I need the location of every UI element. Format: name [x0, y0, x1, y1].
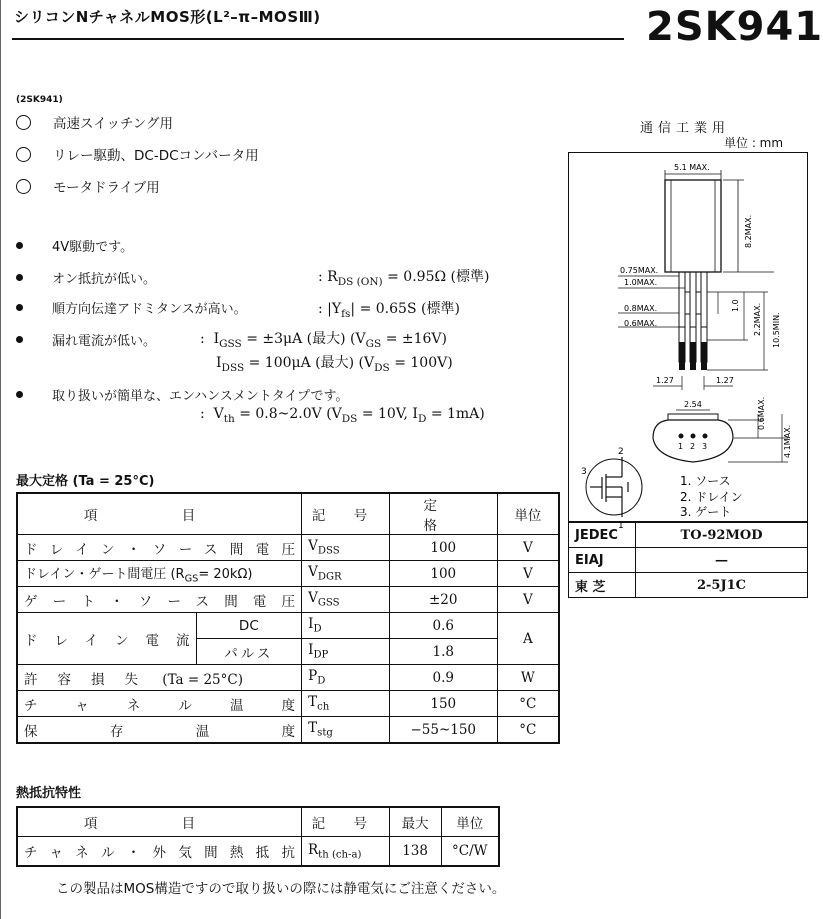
table-header-row: 項 目 記 号 定 格 単位 — [17, 493, 559, 535]
device-type-title: シリコンNチャネルMOS形(L²–π–MOSⅢ) — [14, 8, 321, 26]
bullet-icon — [16, 391, 23, 398]
pin-label: 3. ゲート — [680, 505, 732, 519]
bullet-icon — [16, 274, 23, 281]
table-row: ゲート・ソース間電圧 $V_{GSS}$ ±20 V — [17, 587, 559, 613]
table-row: 保存温度 $T_{stg}$ −55~150 °C — [17, 717, 559, 744]
bullet-item: 順方向伝達アドミタンスが高い。 — [16, 298, 247, 317]
feature-item: 高速スイッチング用 — [16, 112, 173, 132]
symbol-pin: 1 — [618, 521, 624, 531]
symbol-pin: 3 — [581, 467, 587, 477]
symbol-pin: 2 — [618, 447, 624, 457]
bullet-item: 4V駆動です。 — [16, 236, 133, 255]
table-row: EIAJ — — [569, 548, 808, 573]
esd-notice: この製品はMOS構造ですので取り扱いの際には静電気にご注意ください。 — [56, 881, 506, 897]
table-row: チャネル温度 $T_{ch}$ 150 °C — [17, 691, 559, 717]
bullet-icon — [16, 242, 23, 249]
circle-icon — [16, 147, 31, 162]
on-resistance-spec: : $R_{DS (ON)} = 0.95\Omega$ (標準) — [318, 269, 490, 288]
header-rule — [12, 38, 624, 40]
feature-item: モータドライブ用 — [16, 176, 160, 196]
dim-lead-4: 0.6MAX. — [624, 319, 658, 328]
dim-v1: 1.0 — [731, 299, 740, 312]
max-ratings-table — [16, 492, 560, 744]
usage-label: 通信工業用 — [640, 121, 731, 136]
bullet-icon — [16, 304, 23, 311]
table-row: ドレイン・ゲート間電圧 $(R_{GS}= 20k\Omega)$ $V_{DGR}$ 100 V — [17, 561, 559, 587]
pin-label: 1. ソース — [680, 474, 731, 488]
bullet-icon — [16, 336, 23, 343]
table-row: JEDEC TO-92MOD — [569, 523, 808, 548]
package-body — [665, 180, 721, 272]
leakage-spec-2: $I_{DSS} = 100\mu A$ (最大) $(V_{DS} = 100V)$ — [216, 355, 453, 374]
dim-p5: 4.1MAX. — [783, 424, 792, 458]
bullet-item: 取り扱いが簡単な、エンハンスメントタイプです。 — [16, 385, 348, 404]
dim-pitch-2-54: 2.54 — [684, 400, 702, 409]
table-header-row: 項 目 記 号 最大 単位 — [17, 807, 499, 837]
table-row: パルス $I_{DP}$ 1.8 — [17, 639, 559, 665]
dim-pitch-left: 1.27 — [656, 376, 674, 385]
threshold-spec: : $V_{th}$ = 0.8~2.0V ($V_{DS} = 10V$, $I_D = 1mA$) — [200, 406, 485, 425]
pin-number: 1 — [678, 442, 684, 451]
unit-label: 単位 : mm — [724, 136, 784, 150]
table-row: 東 芝 2-5J1C — [569, 573, 808, 598]
pin-number: 3 — [702, 442, 708, 451]
dim-lead-3: 0.8MAX. — [624, 304, 658, 313]
dim-v2: 2.2MAX. — [753, 302, 762, 336]
page-left-border — [0, 0, 1, 919]
dim-v3: 10.5MIN. — [772, 312, 781, 348]
table-row: 許容損失 (Ta = 25°C) $P_D$ 0.9 W — [17, 665, 559, 691]
part-number: 2SK941 — [646, 4, 823, 50]
part-number-small: (2SK941) — [16, 95, 63, 105]
package-standards-table — [568, 522, 808, 598]
admittance-spec: : $|Y_{fs}| = 0.65S$ (標準) — [318, 301, 460, 320]
dim-width: 5.1 MAX. — [674, 163, 710, 172]
bottom-view-outline — [653, 420, 733, 462]
dim-lead-2: 1.0MAX. — [624, 278, 658, 287]
bullet-item: オン抵抗が低い。 — [16, 268, 156, 287]
table-row: チャネル・外気間熱抵抗 $R_{th (ch-a)}$ 138 °C/W — [17, 837, 499, 867]
package-outline-drawing — [568, 152, 808, 531]
table-row: ドレイン・ソース間電圧 $V_{DSS}$ 100 V — [17, 535, 559, 561]
pin-number: 2 — [690, 442, 696, 451]
dim-lead-1: 0.75MAX. — [620, 266, 659, 275]
thermal-title: 熱抵抗特性 — [16, 786, 82, 801]
circle-icon — [16, 179, 31, 194]
leakage-spec-1: : $I_{GSS} = \pm 3\mu A$ (最大) $(V_{GS} = \pm 16V)$ — [200, 331, 447, 350]
bullet-item: 漏れ電流が低い。 — [16, 330, 156, 349]
thermal-resistance-table — [16, 806, 500, 867]
dim-pitch-right: 1.27 — [716, 376, 734, 385]
dim-p4: 0.6MAX. — [757, 396, 766, 430]
table-row: ドレイン電流 DC $I_D$ 0.6 A — [17, 613, 559, 639]
ratings-title: 最大定格 (Ta = 25°C) — [16, 474, 155, 489]
feature-item: リレー駆動、DC-DCコンバータ用 — [16, 144, 259, 164]
circle-icon — [16, 115, 31, 130]
dim-height: 8.2MAX. — [744, 214, 753, 248]
pin-label: 2. ドレイン — [680, 490, 743, 504]
